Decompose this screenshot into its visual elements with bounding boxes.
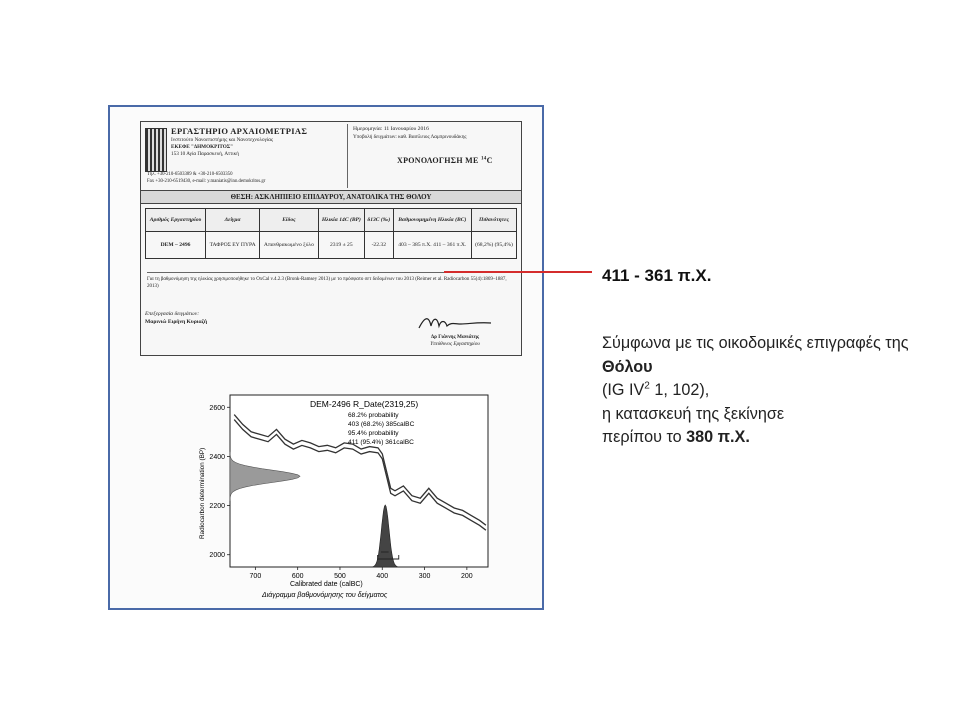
signature-mark: [415, 314, 495, 332]
col-calibrated: Βαθμονομημένη Ηλικία (BC): [393, 209, 471, 232]
cell-calibrated: 403 – 385 π.Χ. 411 – 361 π.Χ.: [393, 232, 471, 259]
results-header-row: [146, 209, 517, 232]
col-sample: Δείγμα: [206, 209, 260, 232]
signatory-name: Δρ Γιάννης Μανιάτης: [430, 334, 480, 340]
signatory-role: Υπεύθυνος Εργαστηρίου: [430, 341, 480, 347]
callout-connector: [444, 261, 604, 283]
note-bold-tholos: Θόλου: [602, 357, 653, 376]
date-range-label: 411 - 361 π.Χ.: [602, 266, 712, 285]
chart-caption: Διάγραμμα βαθμονόμησης του δείγματος: [262, 592, 388, 599]
lab-address: 153 10 Αγία Παρασκευή, Αττική: [171, 151, 239, 157]
lab-institute: Ινστιτούτο Νανοεπιστήμης και Νανοτεχνολογίας: [171, 137, 274, 143]
y-tick-label-3: 2000: [209, 552, 225, 560]
certificate-submitter: Υποβολή δειγμάτων: καθ. Βασίλειος Λαμπρινουδάκης: [353, 134, 467, 140]
certificate-title-end: C: [486, 156, 493, 165]
certificate-title-text: ΧΡΟΝΟΛΟΓΗΣΗ ΜΕ: [397, 156, 479, 165]
x-axis-label: Calibrated date (calBC): [290, 581, 363, 588]
x-tick-label-5: 200: [461, 573, 473, 580]
legend-item-1: 68.2% probability: [348, 412, 399, 419]
cell-sample: ΤΑΦΡΟΣ ΕΥ ΠΥΡΑ: [206, 232, 260, 259]
lab-logo: [145, 128, 167, 172]
lab-tel: Τηλ. +30-210-6503389 & +30-210-6503350: [147, 172, 233, 177]
y-axis-label: Radiocarbon determination (BP): [199, 447, 206, 539]
note-line-2: [602, 379, 922, 403]
certificate-title: [397, 156, 493, 165]
construction-note: [602, 332, 922, 450]
x-tick-label-1: 600: [291, 573, 304, 580]
cell-age: 2319 ± 25: [318, 232, 364, 259]
col-delta: δ13C (‰): [365, 209, 394, 232]
legend-item-2: 403 (68.2%) 385calBC: [348, 421, 415, 428]
note-text-2a: (IG IV: [602, 381, 645, 399]
lab-center: ΕΚΕΦΕ "ΔΗΜΟΚΡΙΤΟΣ": [171, 144, 234, 150]
x-tick-label-0: 700: [249, 573, 262, 580]
note-text-2b: 1, 102),: [649, 381, 710, 399]
note-line-4: [602, 426, 922, 450]
x-tick-label-2: 500: [334, 573, 346, 580]
note-text-4: περίπου το: [602, 428, 687, 446]
processing-name: Μαρινιώ Ειρήνη Κυριαζή: [145, 319, 207, 325]
processing-label: Επεξεργασία δειγμάτων:: [145, 311, 200, 317]
cell-type: Απανθρακωμένο ξύλο: [260, 232, 319, 259]
certificate-meta: [351, 124, 521, 188]
y-tick-label-1: 2400: [209, 453, 225, 461]
x-tick-label-4: 300: [418, 573, 431, 580]
certificate-date: Ημερομηνία: 11 Ιανουαρίου 2016: [353, 126, 429, 132]
legend-item-4: 411 (95.4%) 361calBC: [348, 439, 414, 446]
y-tick-label-0: 2600: [209, 404, 225, 412]
col-lab-number: Αριθμός Εργαστηρίου: [146, 209, 206, 232]
y-tick-label-2: 2200: [209, 503, 225, 511]
lab-fax: Fax +30-210-6519430, e-mail: y.maniatis@inn.demokritos.gr: [147, 179, 266, 184]
x-tick-label-3: 400: [376, 573, 389, 580]
lab-header: [143, 124, 348, 188]
signature-block: [399, 314, 511, 348]
site-heading: ΘΕΣΗ: ΑΣΚΛΗΠΙΕΙΟ ΕΠΙΔΑΥΡΟΥ, ΑΝΑΤΟΛΙΚΑ ΤΗΣ ΘΟΛΟΥ: [141, 190, 521, 204]
chart-title: DEM-2496 R_Date(2319,25): [310, 399, 419, 409]
legend-item-3: 95.4% probability: [348, 430, 399, 437]
note-text-1: Σύμφωνα με τις οικοδομικές επιγραφές της: [602, 334, 909, 352]
col-probability: Πιθανότητες: [471, 209, 516, 232]
note-bold-date: 380 π.Χ.: [686, 428, 750, 446]
dating-certificate: [140, 121, 522, 356]
note-line-3: η κατασκευή της ξεκίνησε: [602, 404, 785, 423]
col-age: Ηλικία 14C (BP): [318, 209, 364, 232]
col-type: Είδος: [260, 209, 319, 232]
processing-block: [145, 310, 207, 326]
lab-name: ΕΡΓΑΣΤΗΡΙΟ ΑΡΧΑΙΟΜΕΤΡΙΑΣ: [171, 126, 308, 136]
certificate-title-sup: 14: [480, 156, 487, 162]
table-row: [146, 232, 517, 259]
calibration-footnote: Για τη βαθμονόμηση της ηλικίας χρησιμοποιήθηκε το OxCal v.4.2.3 (Bronk-Ramsey 2013) με το πρόσφατο σετ δεδομένων του 2013 (Reimer et al. Radiocarbon 55(4):1869–1887, 2013): [147, 272, 515, 290]
note-sup: 2: [644, 380, 650, 392]
note-line-1: [602, 332, 922, 379]
cell-delta: -22.32: [365, 232, 394, 259]
cell-probability: (68,2%) (95,4%): [471, 232, 516, 259]
cell-lab-number: DEM – 2496: [146, 232, 206, 259]
calibration-chart: [170, 389, 500, 599]
document-frame: [108, 105, 544, 610]
results-table: [145, 208, 517, 259]
